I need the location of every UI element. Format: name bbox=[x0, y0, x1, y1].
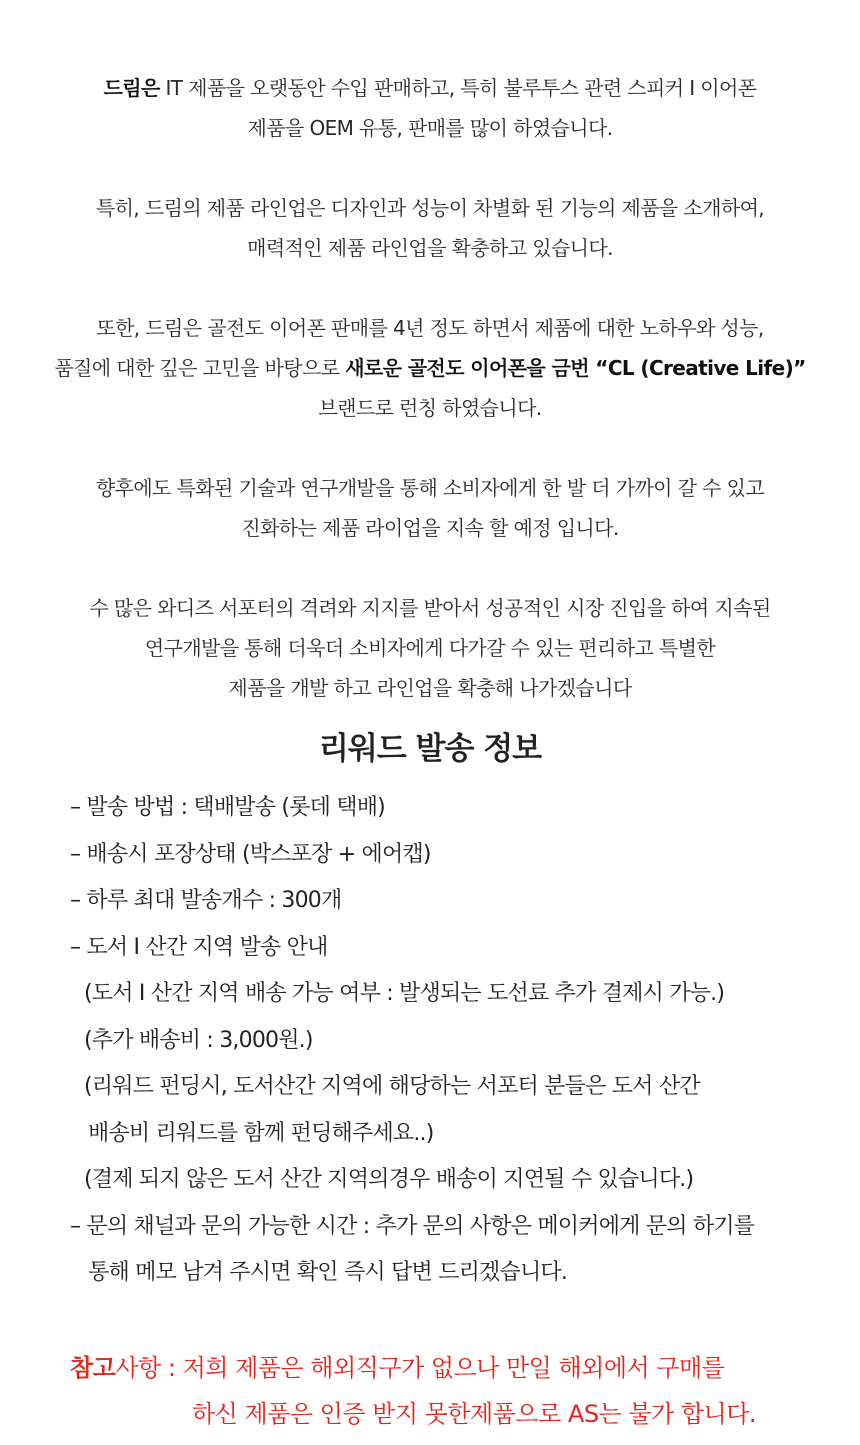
inquiry-channel-item-cont: 통해 메모 남겨 주시면 확인 즉시 답변 드리겠습니다. bbox=[88, 1260, 568, 1285]
intro-paragraph-2 bbox=[0, 188, 860, 268]
intro-p5-line1: 수 많은 와디즈 서포터의 격려와 지지를 받아서 성공적인 시장 진입을 하여 지속된 bbox=[89, 596, 771, 620]
intro-p4-line2: 진화하는 제품 라이업을 지속 할 예정 입니다. bbox=[241, 516, 619, 540]
intro-p3-line2-text: 품질에 대한 깊은 고민을 바탕으로 bbox=[54, 356, 346, 380]
reward-info-list bbox=[70, 785, 830, 1297]
intro-p4-line1: 향후에도 특화된 기술과 연구개발을 통해 소비자에게 한 발 더 가까이 갈 수 있고 bbox=[95, 476, 765, 500]
new-brand-highlight: 새로운 골전도 이어폰을 금번 “CL (Creative Life)” bbox=[345, 356, 806, 380]
remote-area-item: – 도서 I 산간 지역 발송 안내 bbox=[70, 934, 328, 960]
intro-p1-line1-text: IT 제품을 오랫동안 수입 판매하고, 특히 불루투스 관련 스피커 I 이어폰 bbox=[159, 76, 757, 100]
brand-name: 드림은 bbox=[103, 76, 160, 100]
shipping-method-item: – 발송 방법 : 택배발송 (롯데 택배) bbox=[70, 795, 385, 820]
inquiry-channel-item: – 문의 채널과 문의 가능한 시간 : 추가 문의 사항은 메이커에게 문의 하기를 bbox=[70, 1213, 755, 1239]
intro-p5-line3: 제품을 개발 하고 라인업을 확충해 나가겠습니다 bbox=[228, 676, 632, 700]
remote-area-note-3-cont: 배송비 리워드를 함께 펀딩해주세요..) bbox=[88, 1120, 434, 1146]
intro-p2-line1: 특히, 드림의 제품 라인업은 디자인과 성능이 차별화 된 기능의 제품을 소개하여, bbox=[95, 196, 765, 220]
intro-p3-line1: 또한, 드림은 골전도 이어폰 판매를 4년 정도 하면서 제품에 대한 노하우와 성능, bbox=[96, 316, 764, 340]
notice-box bbox=[0, 1345, 860, 1437]
daily-max-shipping-item: – 하루 최대 발송개수 : 300개 bbox=[70, 888, 342, 913]
notice-label: 참고 bbox=[70, 1354, 116, 1382]
intro-p1-line1 bbox=[0, 68, 860, 108]
intro-paragraph-1 bbox=[0, 68, 860, 148]
intro-p2-line2: 매력적인 제품 라인업을 확충하고 있습니다. bbox=[247, 236, 613, 260]
remote-area-note-3: (리워드 펀딩시, 도서산간 지역에 해당하는 서포터 분들은 도서 산간 bbox=[84, 1074, 700, 1099]
packaging-item: – 배송시 포장상태 (박스포장 + 에어캡) bbox=[70, 841, 431, 867]
remote-area-note-1: (도서 I 산간 지역 배송 가능 여부 : 발생되는 도선료 추가 결제시 가능.) bbox=[84, 981, 725, 1006]
remote-area-note-4: (결제 되지 않은 도서 산간 지역의경우 배송이 지연될 수 있습니다.) bbox=[84, 1167, 694, 1192]
intro-p3-line3: 브랜드로 런칭 하였습니다. bbox=[318, 396, 542, 420]
notice-line-1 bbox=[0, 1345, 860, 1391]
notice-line-2: 하신 제품은 인증 받지 못한제품으로 AS는 불가 합니다. bbox=[192, 1400, 757, 1428]
reward-section-title: 리워드 발송 정보 bbox=[318, 731, 542, 767]
intro-paragraph-5 bbox=[0, 588, 860, 708]
intro-p3-line2 bbox=[0, 348, 860, 388]
notice-line-1-text: 사항 : 저희 제품은 해외직구가 없으나 만일 해외에서 구매를 bbox=[115, 1354, 725, 1382]
intro-p1-line2: 제품을 OEM 유통, 판매를 많이 하였습니다. bbox=[247, 116, 613, 140]
remote-area-note-2: (추가 배송비 : 3,000원.) bbox=[84, 1027, 313, 1053]
intro-paragraph-3 bbox=[0, 308, 860, 428]
intro-paragraph-4 bbox=[0, 468, 860, 548]
intro-p5-line2: 연구개발을 통해 더욱더 소비자에게 다가갈 수 있는 편리하고 특별한 bbox=[144, 636, 716, 660]
